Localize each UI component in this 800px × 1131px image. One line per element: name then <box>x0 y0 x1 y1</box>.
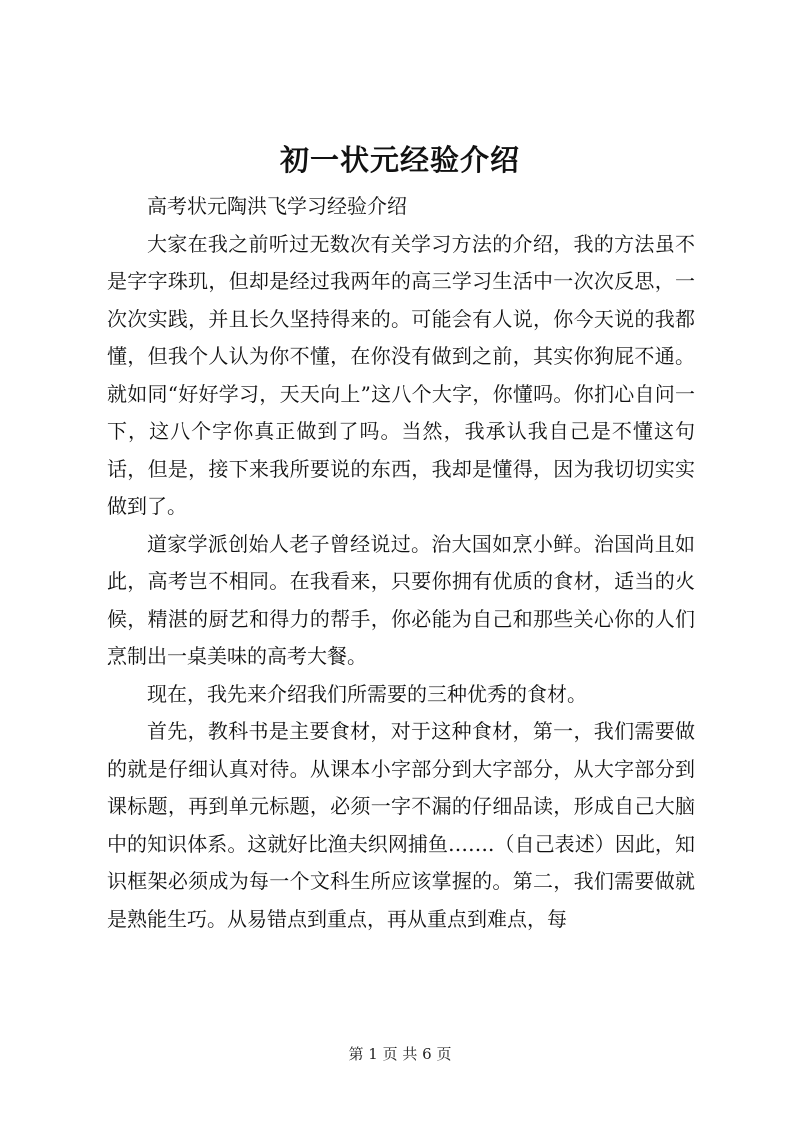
paragraph-daoism: 道家学派创始人老子曾经说过。治大国如烹小鲜。治国尚且如此，高考岂不相同。在我看来，只要你拥有优质的食材，适当的火候，精湛的厨艺和得力的帮手，你必能为自己和那些关心你的人们烹制出一桌美味的高考大餐。 <box>107 531 695 668</box>
document-title: 初一状元经验介绍 <box>279 143 520 177</box>
page-footer: 第 1 页 共 6 页 <box>348 1045 452 1063</box>
paragraph-ingredients: 现在，我先来介绍我们所需要的三种优秀的食材。 <box>147 681 587 706</box>
paragraph-textbook: 首先，教科书是主要食材，对于这种食材，第一，我们需要做的就是仔细认真对待。从课本小字部分到大字部分，从大字部分到课标题，再到单元标题，必须一字不漏的仔细品读，形成自己大脑中的知识体系。这就好比渔夫织网捕鱼…….（自己表述）因此，知识框架必须成为每一个文科生所应该掌握的。第二，我们需要做就是熟能生巧。从易错点到重点，再从重点到难点，每 <box>107 719 695 931</box>
paragraph-subtitle: 高考状元陶洪飞学习经验介绍 <box>147 194 407 218</box>
document-body <box>107 188 695 938</box>
paragraph-intro: 大家在我之前听过无数次有关学习方法的介绍，我的方法虽不是字字珠玑，但却是经过我两年的高三学习生活中一次次反思，一次次实践，并且长久坚持得来的。可能会有人说，你今天说的我都懂，但我个人认为你不懂，在你没有做到之前，其实你狗屁不通。就如同“好好学习，天天向上”这八个大字，你懂吗。你扪心自问一下，这八个字你真正做到了吗。当然，我承认我自己是不懂这句话，但是，接下来我所要说的东西，我却是懂得，因为我切切实实做到了。 <box>107 231 695 518</box>
